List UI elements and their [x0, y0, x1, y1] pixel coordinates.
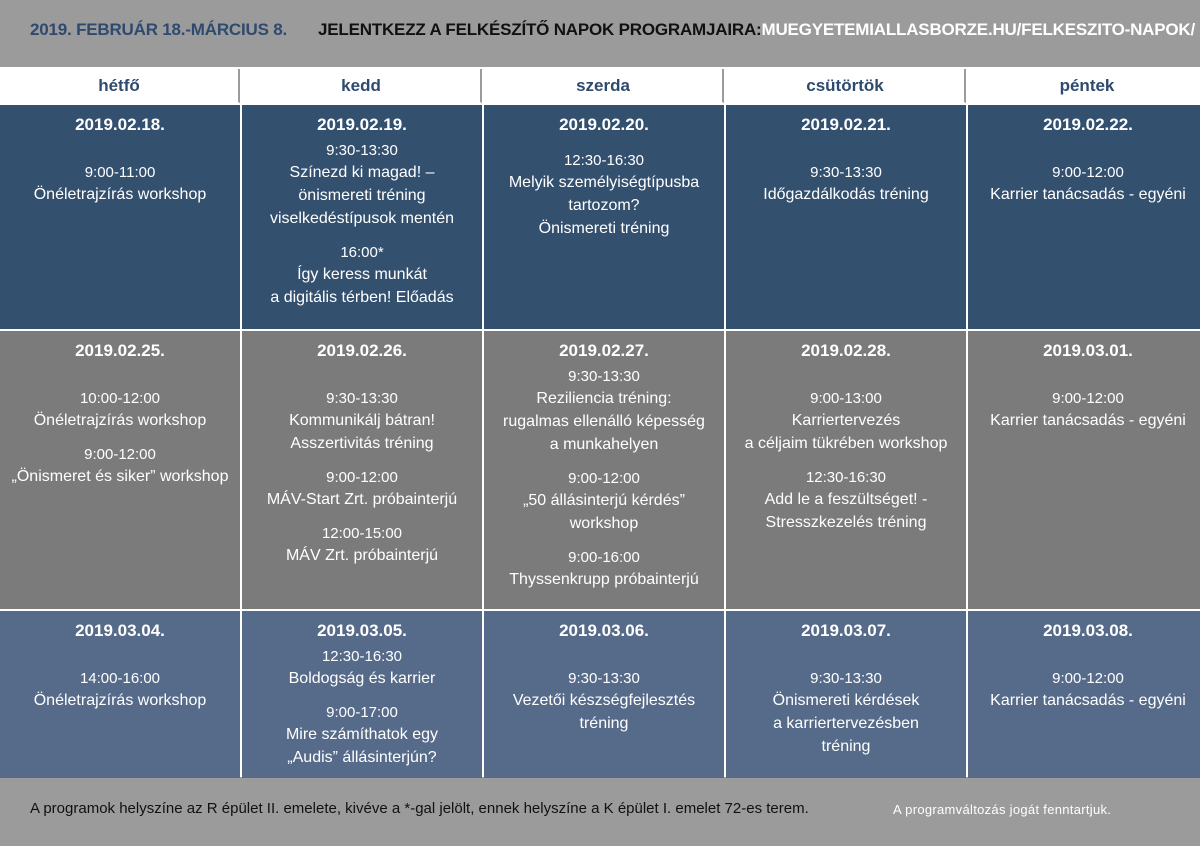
- event-time: 9:00-12:00: [568, 470, 640, 487]
- event-time: 9:00-12:00: [326, 469, 398, 486]
- event-item: [732, 162, 960, 206]
- day-cell: [242, 611, 482, 783]
- schedule-table: [0, 67, 1200, 777]
- event-title: Önéletrajzírás workshop: [33, 186, 207, 203]
- day-date: 2019.02.21.: [801, 115, 891, 134]
- event-item: [974, 668, 1200, 712]
- day-cell: [484, 105, 724, 329]
- event-title: Időgazdálkodás tréning: [763, 186, 929, 203]
- event-item: [732, 668, 960, 758]
- event-time: 12:30-16:30: [563, 152, 645, 169]
- day-cell: [0, 611, 240, 783]
- event-time: 9:30-13:30: [326, 390, 398, 407]
- day-date: 2019.03.07.: [801, 621, 891, 640]
- event-item: [6, 388, 234, 432]
- event-title: Mire számíthatok egy „Audis” állásinterjún?: [285, 726, 439, 766]
- event-title: Így keress munkát a digitális térben! Előadás: [270, 266, 454, 306]
- event-item: [732, 388, 960, 455]
- day-date: 2019.02.20.: [559, 115, 649, 134]
- day-header-friday: péntek: [968, 69, 1200, 103]
- event-item: [248, 467, 476, 511]
- event-time: 9:00-12:00: [84, 446, 156, 463]
- event-time: 10:00-12:00: [79, 390, 161, 407]
- day-date: 2019.02.25.: [75, 341, 165, 360]
- event-item: [974, 162, 1200, 206]
- day-date: 2019.03.05.: [317, 621, 407, 640]
- event-title: Önéletrajzírás workshop: [33, 692, 207, 709]
- event-title: Színezd ki magad! – önismereti tréning viselkedéstípusok mentén: [269, 164, 455, 227]
- day-cell: [0, 331, 240, 609]
- event-title: Thyssenkrupp próbainterjú: [509, 571, 699, 588]
- event-item: [490, 468, 718, 535]
- event-time: 12:30-16:30: [321, 648, 403, 665]
- event-title: Karrier tanácsadás - egyéni: [990, 692, 1186, 709]
- event-time: 9:00-11:00: [84, 164, 156, 181]
- day-cell: [726, 611, 966, 783]
- day-cell: [484, 331, 724, 609]
- day-cell: [968, 105, 1200, 329]
- event-time: 12:30-16:30: [805, 469, 887, 486]
- event-item: [6, 444, 234, 488]
- event-time: 9:00-12:00: [1052, 670, 1124, 687]
- event-time: 9:30-13:30: [568, 368, 640, 385]
- day-date: 2019.02.18.: [75, 115, 165, 134]
- day-date: 2019.03.01.: [1043, 341, 1133, 360]
- event-time: 9:30-13:30: [810, 164, 882, 181]
- event-item: [248, 242, 476, 309]
- event-title: Önéletrajzírás workshop: [33, 412, 207, 429]
- event-time: 9:30-13:30: [810, 670, 882, 687]
- day-cell: [242, 105, 482, 329]
- event-item: [6, 668, 234, 712]
- day-date: 2019.03.06.: [559, 621, 649, 640]
- event-title: Karrier tanácsadás - egyéni: [990, 412, 1186, 429]
- day-date: 2019.02.22.: [1043, 115, 1133, 134]
- event-title: „Önismeret és siker” workshop: [11, 468, 229, 485]
- event-time: 12:00-15:00: [321, 525, 403, 542]
- event-item: [6, 162, 234, 206]
- event-item: [248, 140, 476, 230]
- event-item: [248, 702, 476, 769]
- event-title: MÁV-Start Zrt. próbainterjú: [266, 491, 458, 508]
- page-header: [0, 0, 1200, 60]
- event-time: 16:00*: [340, 244, 384, 261]
- event-time: 9:00-13:00: [810, 390, 882, 407]
- day-date: 2019.02.26.: [317, 341, 407, 360]
- day-header-monday: hétfő: [0, 69, 240, 103]
- event-item: [490, 150, 718, 240]
- day-header-tuesday: kedd: [242, 69, 482, 103]
- event-item: [490, 366, 718, 456]
- day-date: 2019.03.08.: [1043, 621, 1133, 640]
- day-cell: [726, 105, 966, 329]
- event-time: 9:00-17:00: [326, 704, 398, 721]
- day-date: 2019.02.19.: [317, 115, 407, 134]
- event-item: [490, 668, 718, 735]
- day-date: 2019.02.28.: [801, 341, 891, 360]
- day-cell: [968, 611, 1200, 783]
- event-time: 14:00-16:00: [79, 670, 161, 687]
- event-time: 9:00-16:00: [568, 549, 640, 566]
- event-title: Add le a feszültséget! - Stresszkezelés tréning: [764, 491, 928, 531]
- disclaimer: A programváltozás jogát fenntartjuk.: [893, 802, 1112, 817]
- event-title: Vezetői készségfejlesztés tréning: [512, 692, 696, 732]
- event-time: 9:30-13:30: [326, 142, 398, 159]
- event-item: [248, 523, 476, 567]
- event-time: 9:30-13:30: [568, 670, 640, 687]
- event-title: Karrier tanácsadás - egyéni: [990, 186, 1186, 203]
- event-item: [490, 547, 718, 591]
- day-cell: [0, 105, 240, 329]
- event-title: Boldogság és karrier: [288, 670, 436, 687]
- signup-link[interactable]: MUEGYETEMIALLASBORZE.HU/FELKESZITO-NAPOK/: [761, 20, 1195, 39]
- day-cell: [726, 331, 966, 609]
- event-item: [248, 388, 476, 455]
- day-cell: [242, 331, 482, 609]
- event-time: 9:00-12:00: [1052, 390, 1124, 407]
- day-date: 2019.02.27.: [559, 341, 649, 360]
- event-item: [248, 646, 476, 690]
- event-title: Melyik személyiségtípusba tartozom? Önismereti tréning: [508, 174, 700, 237]
- event-title: Karriertervezés a céljaim tükrében workshop: [744, 412, 948, 452]
- event-title: „50 állásinterjú kérdés” workshop: [523, 492, 685, 532]
- event-title: MÁV Zrt. próbainterjú: [285, 547, 439, 564]
- event-item: [974, 388, 1200, 432]
- event-time: 9:00-12:00: [1052, 164, 1124, 181]
- event-title: Reziliencia tréning: rugalmas ellenálló képesség a munkahelyen: [503, 390, 705, 453]
- page-footer: [0, 778, 1200, 846]
- day-cell: [484, 611, 724, 783]
- venue-note: A programok helyszíne az R épület II. emelete, kivéve a *-gal jelölt, ennek helyszíne a K épület I. emelet 72-es terem.: [30, 800, 809, 817]
- day-header-wednesday: szerda: [484, 69, 724, 103]
- event-dates: 2019. FEBRUÁR 18.-MÁRCIUS 8.: [30, 20, 288, 39]
- signup-prompt: JELENTKEZZ A FELKÉSZÍTŐ NAPOK PROGRAMJAIRA:: [318, 20, 762, 39]
- day-date: 2019.03.04.: [75, 621, 165, 640]
- event-title: Kommunikálj bátran! Asszertivitás tréning: [289, 412, 435, 452]
- day-cell: [968, 331, 1200, 609]
- day-header-thursday: csütörtök: [726, 69, 966, 103]
- event-title: Önismereti kérdések a karriertervezésben tréning: [772, 692, 920, 755]
- event-item: [732, 467, 960, 534]
